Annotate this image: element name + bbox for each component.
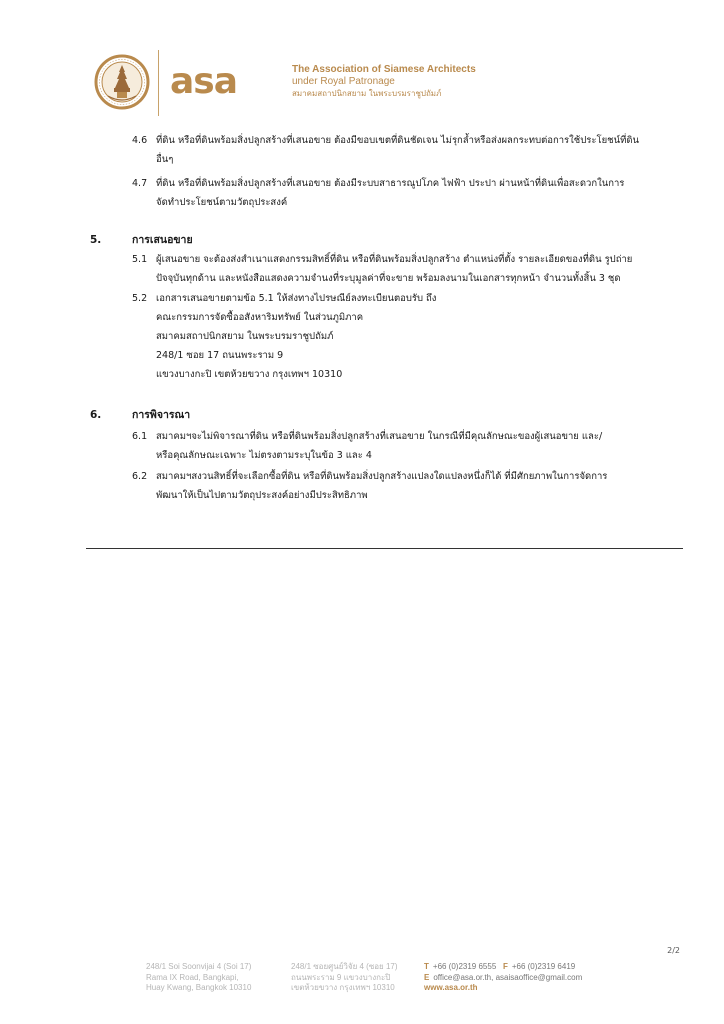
fax-value: +66 (0)2319 6419 — [511, 962, 576, 971]
footer-phone-line — [424, 962, 582, 973]
footer-email-line — [424, 973, 582, 984]
tel-value: +66 (0)2319 6555 — [432, 962, 497, 971]
address-line: สมาคมสถาปนิกสยาม ในพระบรมราชูปถัมภ์ — [156, 331, 334, 342]
page-number: 2/2 — [667, 946, 680, 955]
footer-line: Rama IX Road, Bangkapi, — [146, 972, 239, 982]
item-line: ผู้เสนอขาย จะต้องส่งสำเนาแสดงกรรมสิทธิ์ที่ดิน หรือที่ดินพร้อมสิ่งปลูกสร้าง ตำแหน่งที่ตั้ง รายละเอียดของที่ดิน รูปถ่าย — [156, 254, 633, 265]
svg-text:asa: asa — [170, 62, 238, 102]
item-number: 4.6 — [132, 135, 148, 146]
letterhead — [94, 50, 694, 118]
item-line: ที่ดิน หรือที่ดินพร้อมสิ่งปลูกสร้างที่เสนอขาย ต้องมีขอบเขตที่ดินชัดเจน ไม่รุกล้ำหรือส่งผลกระทบต่อการใช้ประโยชน์ที่ดิน — [156, 135, 640, 146]
footer-line: Huay Kwang, Bangkok 10310 — [146, 983, 252, 992]
section-title: การเสนอขาย — [132, 234, 193, 246]
footer-line: 248/1 Soi Soonvijai 4 (Soi 17) — [146, 962, 252, 971]
footer-web-line — [424, 983, 582, 994]
org-name-th: สมาคมสถาปนิกสยาม ในพระบรมราชูปถัมภ์ — [292, 89, 442, 98]
section-title: การพิจารณา — [132, 409, 191, 421]
org-subtitle-en: under Royal Patronage — [292, 76, 395, 87]
tel-key: T — [424, 962, 429, 971]
item-number: 6.2 — [132, 471, 148, 482]
item-line: สมาคมฯสงวนสิทธิ์ที่จะเลือกซื้อที่ดิน หรือที่ดินพร้อมสิ่งปลูกสร้างแปลงใดแปลงหนึ่งก็ได้ ที่มีศักยภาพในการจัดการ — [156, 471, 608, 482]
section-number: 5. — [90, 234, 102, 246]
item-line: พัฒนาให้เป็นไปตามวัตถุประสงค์อย่างมีประสิทธิภาพ — [156, 490, 368, 501]
item-line: จัดทำประโยชน์ตามวัตถุประสงค์ — [156, 197, 288, 208]
fax-key: F — [502, 962, 508, 971]
item-line: อื่นๆ — [156, 154, 174, 165]
item-number: 4.7 — [132, 178, 148, 189]
section-number: 6. — [90, 409, 102, 421]
item-line: ปัจจุบันทุกด้าน และหนังสือแสดงความจำนงที่ระบุมูลค่าที่จะขาย พร้อมลงนามในเอกสารทุกหน้า จำนวนทั้งสิ้น 3 ชุด — [156, 273, 621, 284]
footer-contact — [424, 962, 582, 994]
footer-line: ถนนพระราม 9 แขวงบางกะปิ — [291, 972, 391, 982]
item-text — [156, 289, 436, 308]
header-divider — [158, 50, 159, 116]
org-name-en: The Association of Siamese Architects — [292, 64, 476, 75]
address-line: คณะกรรมการจัดซื้ออสังหาริมทรัพย์ ในส่วนภูมิภาค — [156, 312, 364, 323]
email-link[interactable]: office@asa.or.th, asaisaoffice@gmail.com — [433, 972, 583, 982]
footer-line: 248/1 ซอยศูนย์วิจัย 4 (ซอย 17) — [291, 962, 398, 971]
footer-address-th — [291, 962, 398, 994]
item-number: 5.1 — [132, 254, 148, 265]
address-line: 248/1 ซอย 17 ถนนพระราม 9 — [156, 350, 284, 361]
item-text — [156, 427, 602, 465]
horizontal-divider — [86, 548, 683, 549]
email-key: E — [424, 972, 430, 982]
item-line: ที่ดิน หรือที่ดินพร้อมสิ่งปลูกสร้างที่เสนอขาย ต้องมีระบบสาธารณูปโภค ไฟฟ้า ประปา ผ่านหน้าที่ดินเพื่อสะดวกในการ — [156, 178, 625, 189]
item-line: สมาคมฯจะไม่พิจารณาที่ดิน หรือที่ดินพร้อมสิ่งปลูกสร้างที่เสนอขาย ในกรณีที่มีคุณลักษณะของผู้เสนอขาย และ/ — [156, 431, 603, 442]
asa-logo — [170, 62, 254, 102]
item-number: 5.2 — [132, 293, 148, 304]
item-text — [156, 131, 639, 169]
item-text — [156, 174, 624, 212]
footer-line: เขตห้วยขวาง กรุงเทพฯ 10310 — [291, 983, 395, 992]
item-line: เอกสารเสนอขายตามข้อ 5.1 ให้ส่งทางไปรษณีย์ลงทะเบียนตอบรับ ถึง — [156, 293, 437, 304]
item-text — [156, 467, 607, 505]
organization-name-block — [292, 64, 476, 99]
website-link[interactable]: www.asa.or.th — [424, 983, 478, 992]
item-number: 6.1 — [132, 431, 148, 442]
footer-address-en — [146, 962, 251, 994]
item-line: หรือคุณลักษณะเฉพาะ ไม่ตรงตามระบุในข้อ 3 และ 4 — [156, 450, 372, 461]
association-seal-icon — [94, 52, 150, 112]
item-text — [156, 250, 632, 288]
address-line: แขวงบางกะปิ เขตห้วยขวาง กรุงเทพฯ 10310 — [156, 369, 343, 380]
